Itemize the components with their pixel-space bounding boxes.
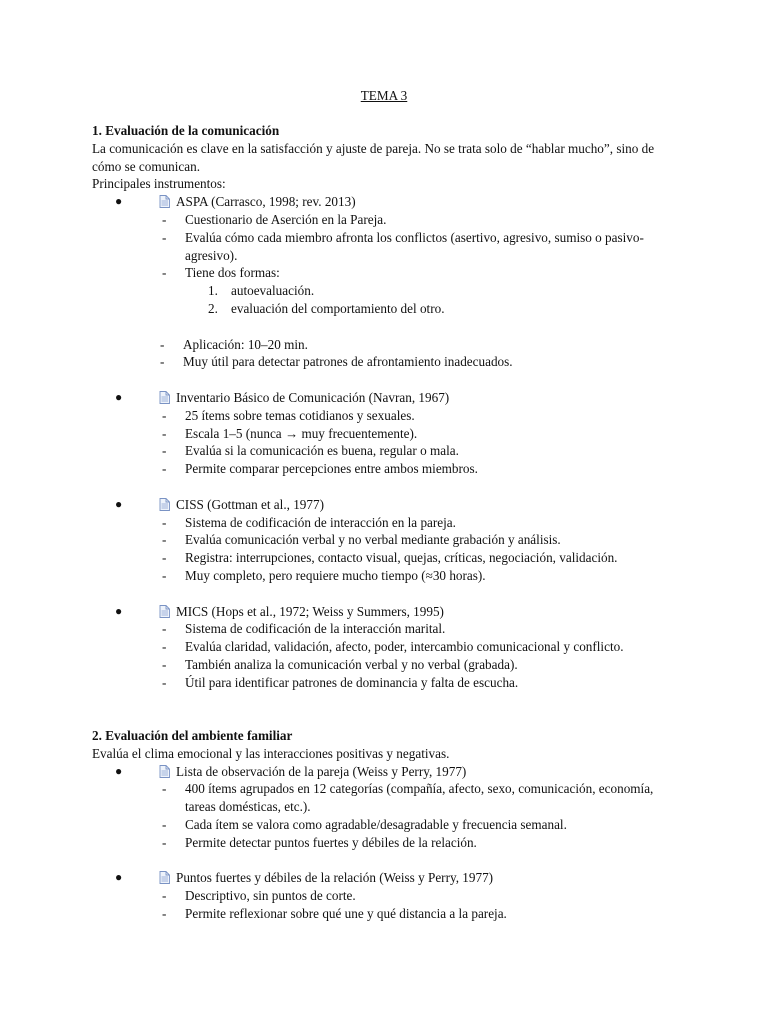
list-item: - Aplicación: 10–20 min. [160, 336, 308, 352]
list-item-lista-observacion [92, 763, 682, 781]
list-item-ciss [92, 496, 682, 514]
section-intro: La comunicación es clave en la satisfacción y ajuste de pareja. No se trata solo de “hablar mucho”, sino de cómo se comunican. [92, 140, 655, 174]
bullet-marker: ● [115, 496, 123, 511]
list-item: - Evalúa claridad, validación, afecto, poder, intercambio comunicacional y conflicto. [162, 639, 624, 655]
instrument-label: Inventario Básico de Comunicación (Navran, 1967) [176, 389, 450, 405]
list-item-numbered: 2. evaluación del comportamiento del otro. [208, 300, 445, 316]
list-item: - Sistema de codificación de interacción en la pareja. [162, 514, 456, 530]
document-icon [159, 498, 170, 511]
list-item-numbered: 1. autoevaluación. [208, 283, 315, 299]
list-item: - Cada ítem se valora como agradable/desagradable y frecuencia semanal. [162, 817, 567, 833]
list-item: - 25 ítems sobre temas cotidianos y sexuales. [162, 407, 415, 423]
section-intro: Evalúa el clima emocional y las interacciones positivas y negativas. [92, 745, 450, 761]
list-item: - Permite detectar puntos fuertes y débiles de la relación. [162, 834, 477, 850]
list-item-mics [92, 603, 682, 621]
list-item: - También analiza la comunicación verbal y no verbal (grabada). [162, 656, 518, 672]
instrument-label: ASPA (Carrasco, 1998; rev. 2013) [176, 194, 356, 210]
list-item: - Permite comparar percepciones entre ambos miembros. [162, 461, 478, 477]
list-item: - Cuestionario de Aserción en la Pareja. [162, 211, 387, 227]
document-icon [159, 765, 170, 778]
bullet-marker: ● [115, 389, 123, 404]
list-item: - Evalúa si la comunicación es buena, regular o mala. [162, 443, 459, 459]
section-heading-communication: 1. Evaluación de la comunicación [92, 123, 280, 138]
instruments-label: Principales instrumentos: [92, 176, 226, 192]
list-item: - Escala 1–5 (nunca → muy frecuentemente). [162, 425, 418, 441]
list-item: - Permite reflexionar sobre qué une y qué distancia a la pareja. [162, 906, 507, 922]
list-item: - Muy útil para detectar patrones de afrontamiento inadecuados. [160, 354, 513, 370]
list-item: - Sistema de codificación de la interacción marital. [162, 621, 446, 637]
list-item: - Muy completo, pero requiere mucho tiempo (≈30 horas). [162, 567, 486, 583]
page-title: TEMA 3 [360, 88, 408, 103]
instrument-label: Puntos fuertes y débiles de la relación (Weiss y Perry, 1977) [176, 870, 494, 886]
document-body [92, 122, 682, 923]
list-item: - Tiene dos formas: [162, 265, 280, 281]
document-icon [159, 195, 170, 208]
instrument-label: Lista de observación de la pareja (Weiss y Perry, 1977) [176, 763, 467, 779]
document-icon [159, 871, 170, 884]
bullet-marker: ● [115, 603, 123, 618]
bullet-marker: ● [115, 763, 123, 778]
bullet-marker: ● [115, 194, 123, 209]
list-item: - Útil para identificar patrones de dominancia y falta de escucha. [162, 674, 519, 690]
list-item: - Descriptivo, sin puntos de corte. [162, 888, 356, 904]
instrument-label: CISS (Gottman et al., 1977) [176, 496, 324, 512]
list-item-aspa [92, 193, 682, 211]
list-item-puntos-fuertes [92, 869, 682, 887]
document-icon [159, 391, 170, 404]
list-item: - 400 ítems agrupados en 12 categorías (compañía, afecto, sexo, comunicación, economía, tareas domésticas, etc.). [162, 781, 654, 815]
list-item: - Registra: interrupciones, contacto visual, quejas, críticas, negociación, validación. [162, 550, 618, 566]
bullet-marker: ● [115, 870, 123, 885]
list-item: - Evalúa cómo cada miembro afronta los conflictos (asertivo, agresivo, sumiso o pasivo-agresivo). [162, 229, 644, 263]
list-item-ibc [92, 389, 682, 407]
instrument-label: MICS (Hops et al., 1972; Weiss y Summers, 1995) [176, 603, 444, 619]
list-item: - Evalúa comunicación verbal y no verbal mediante grabación y análisis. [162, 532, 561, 548]
section-heading-family-environment: 2. Evaluación del ambiente familiar [92, 728, 293, 744]
document-icon [159, 605, 170, 618]
